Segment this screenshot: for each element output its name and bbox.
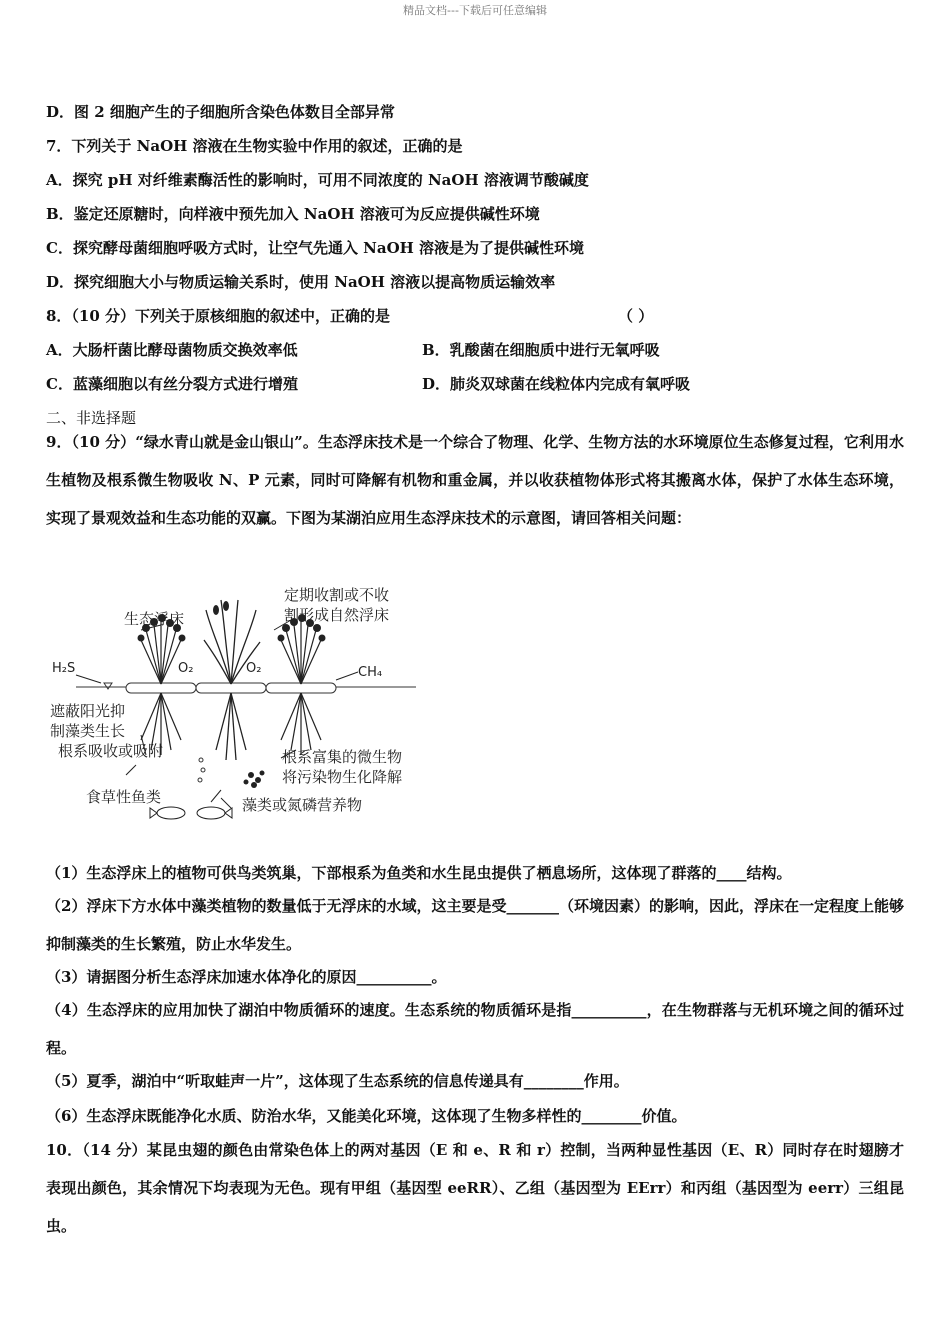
label-microbe-1: 根系富集的微生物 bbox=[282, 748, 403, 766]
microbe-dots bbox=[244, 771, 265, 789]
float-bed-3 bbox=[266, 683, 336, 693]
q8-options-ab bbox=[46, 340, 906, 360]
q9-subquestion-4: （4）生态浮床的应用加快了湖泊中物质循环的速度。生态系统的物质循环是指__________，在生物群落与无机环境之间的循环过程。 bbox=[46, 1001, 904, 1057]
label-float-bed: 生态浮床 bbox=[124, 610, 185, 628]
q8-options-cd bbox=[46, 374, 906, 394]
label-harvest-1: 定期收割或不收 bbox=[284, 586, 390, 604]
label-fish: 食草性鱼类 bbox=[86, 788, 162, 806]
answer-paren: （ ） bbox=[618, 307, 654, 325]
label-o2-right: O₂ bbox=[246, 661, 262, 676]
question-7: 7．下列关于 NaOH 溶液在生物实验中作用的叙述，正确的是 bbox=[46, 137, 463, 155]
page-header: 精品文档---下载后可任意编辑 bbox=[403, 4, 547, 17]
q9-subquestion-1: （1）生态浮床上的植物可供鸟类筑巢，下部根系为鱼类和水生昆虫提供了栖息场所，这体现了群落的____结构。 bbox=[46, 864, 792, 882]
q8-option-d: D．肺炎双球菌在线粒体内完成有氧呼吸 bbox=[422, 375, 691, 393]
section-heading: 二、非选择题 bbox=[46, 409, 137, 427]
q7-option-a: A．探究 pH 对纤维素酶活性的影响时，可用不同浓度的 NaOH 溶液调节酸碱度 bbox=[46, 171, 589, 189]
q6-option-d: D．图 2 细胞产生的子细胞所含染色体数目全部异常 bbox=[46, 103, 395, 121]
label-nutrients: 藻类或氮磷营养物 bbox=[242, 796, 363, 814]
water-level-marker bbox=[104, 683, 112, 689]
q9-subquestion-3: （3）请据图分析生态浮床加速水体净化的原因__________。 bbox=[46, 968, 447, 986]
label-root-absorb: 根系吸收或吸附 bbox=[58, 742, 164, 760]
label-o2-left: O₂ bbox=[178, 661, 194, 676]
q9-subquestion-2: （2）浮床下方水体中藻类植物的数量低于无浮床的水域，这主要是受_______（环境因素）的影响，因此，浮床在一定程度上能够抑制藻类的生长繁殖，防止水华发生。 bbox=[46, 897, 904, 953]
question-9-intro: 9．（10 分）“绿水青山就是金山银山”。生态浮床技术是一个综合了物理、化学、生物方法的水环境原位生态修复过程，它利用水生植物及根系微生物吸收 N、P 元素，同时可降解有机物和重金属，并以收获植物体形式将其搬离水体，保护了水体生态环境，实现了景观效益和生态功能的双赢。下图为某湖泊应用生态浮床技术的示意图，请回答相关问题： bbox=[46, 433, 904, 527]
question-8-text: 8．（10 分）下列关于原核细胞的叙述中，正确的是 bbox=[46, 307, 391, 325]
q8-option-b: B．乳酸菌在细胞质中进行无氧呼吸 bbox=[422, 341, 660, 359]
question-8 bbox=[46, 306, 906, 326]
label-harvest-2: 割形成自然浮床 bbox=[284, 606, 390, 624]
q8-option-a: A．大肠杆菌比酵母菌物质交换效率低 bbox=[46, 341, 298, 359]
q7-option-d: D．探究细胞大小与物质运输关系时，使用 NaOH 溶液以提高物质运输效率 bbox=[46, 273, 556, 291]
q8-option-c: C．蓝藻细胞以有丝分裂方式进行增殖 bbox=[46, 375, 298, 393]
q9-subquestion-6: （6）生态浮床既能净化水质、防治水华，又能美化环境，这体现了生物多样性的________价值。 bbox=[46, 1107, 687, 1125]
label-shade-2: 制藻类生长 bbox=[50, 722, 126, 740]
float-bed-1 bbox=[126, 683, 196, 693]
q7-option-c: C．探究酵母菌细胞呼吸方式时，让空气先通入 NaOH 溶液是为了提供碱性环境 bbox=[46, 239, 585, 257]
question-10: 10．（14 分）某昆虫翅的颜色由常染色体上的两对基因（E 和 e、R 和 r）控制，当两种显性基因（E、R）同时存在时翅膀才表现出颜色，其余情况下均表现为无色。现有甲组（基因型 eeRR）、乙组（基因型为 EErr）和丙组（基因型为 eerr）三组昆虫。 bbox=[46, 1141, 904, 1235]
q9-subquestion-5: （5）夏季，湖泊中“听取蛙声一片”，这体现了生态系统的信息传递具有________作用。 bbox=[46, 1072, 629, 1090]
label-microbe-2: 将污染物生化降解 bbox=[282, 768, 403, 786]
label-shade-1: 遮蔽阳光抑 bbox=[50, 702, 126, 720]
plant-tall-middle bbox=[204, 600, 260, 760]
q7-option-b: B．鉴定还原糖时，向样液中预先加入 NaOH 溶液可为反应提供碱性环境 bbox=[46, 205, 540, 223]
float-bed-2 bbox=[196, 683, 266, 693]
bubbles bbox=[198, 758, 205, 782]
ecological-float-bed-diagram bbox=[46, 580, 446, 830]
fish-icons bbox=[150, 807, 232, 819]
label-ch4: CH₄ bbox=[358, 665, 383, 680]
label-h2s: H₂S bbox=[52, 661, 76, 676]
